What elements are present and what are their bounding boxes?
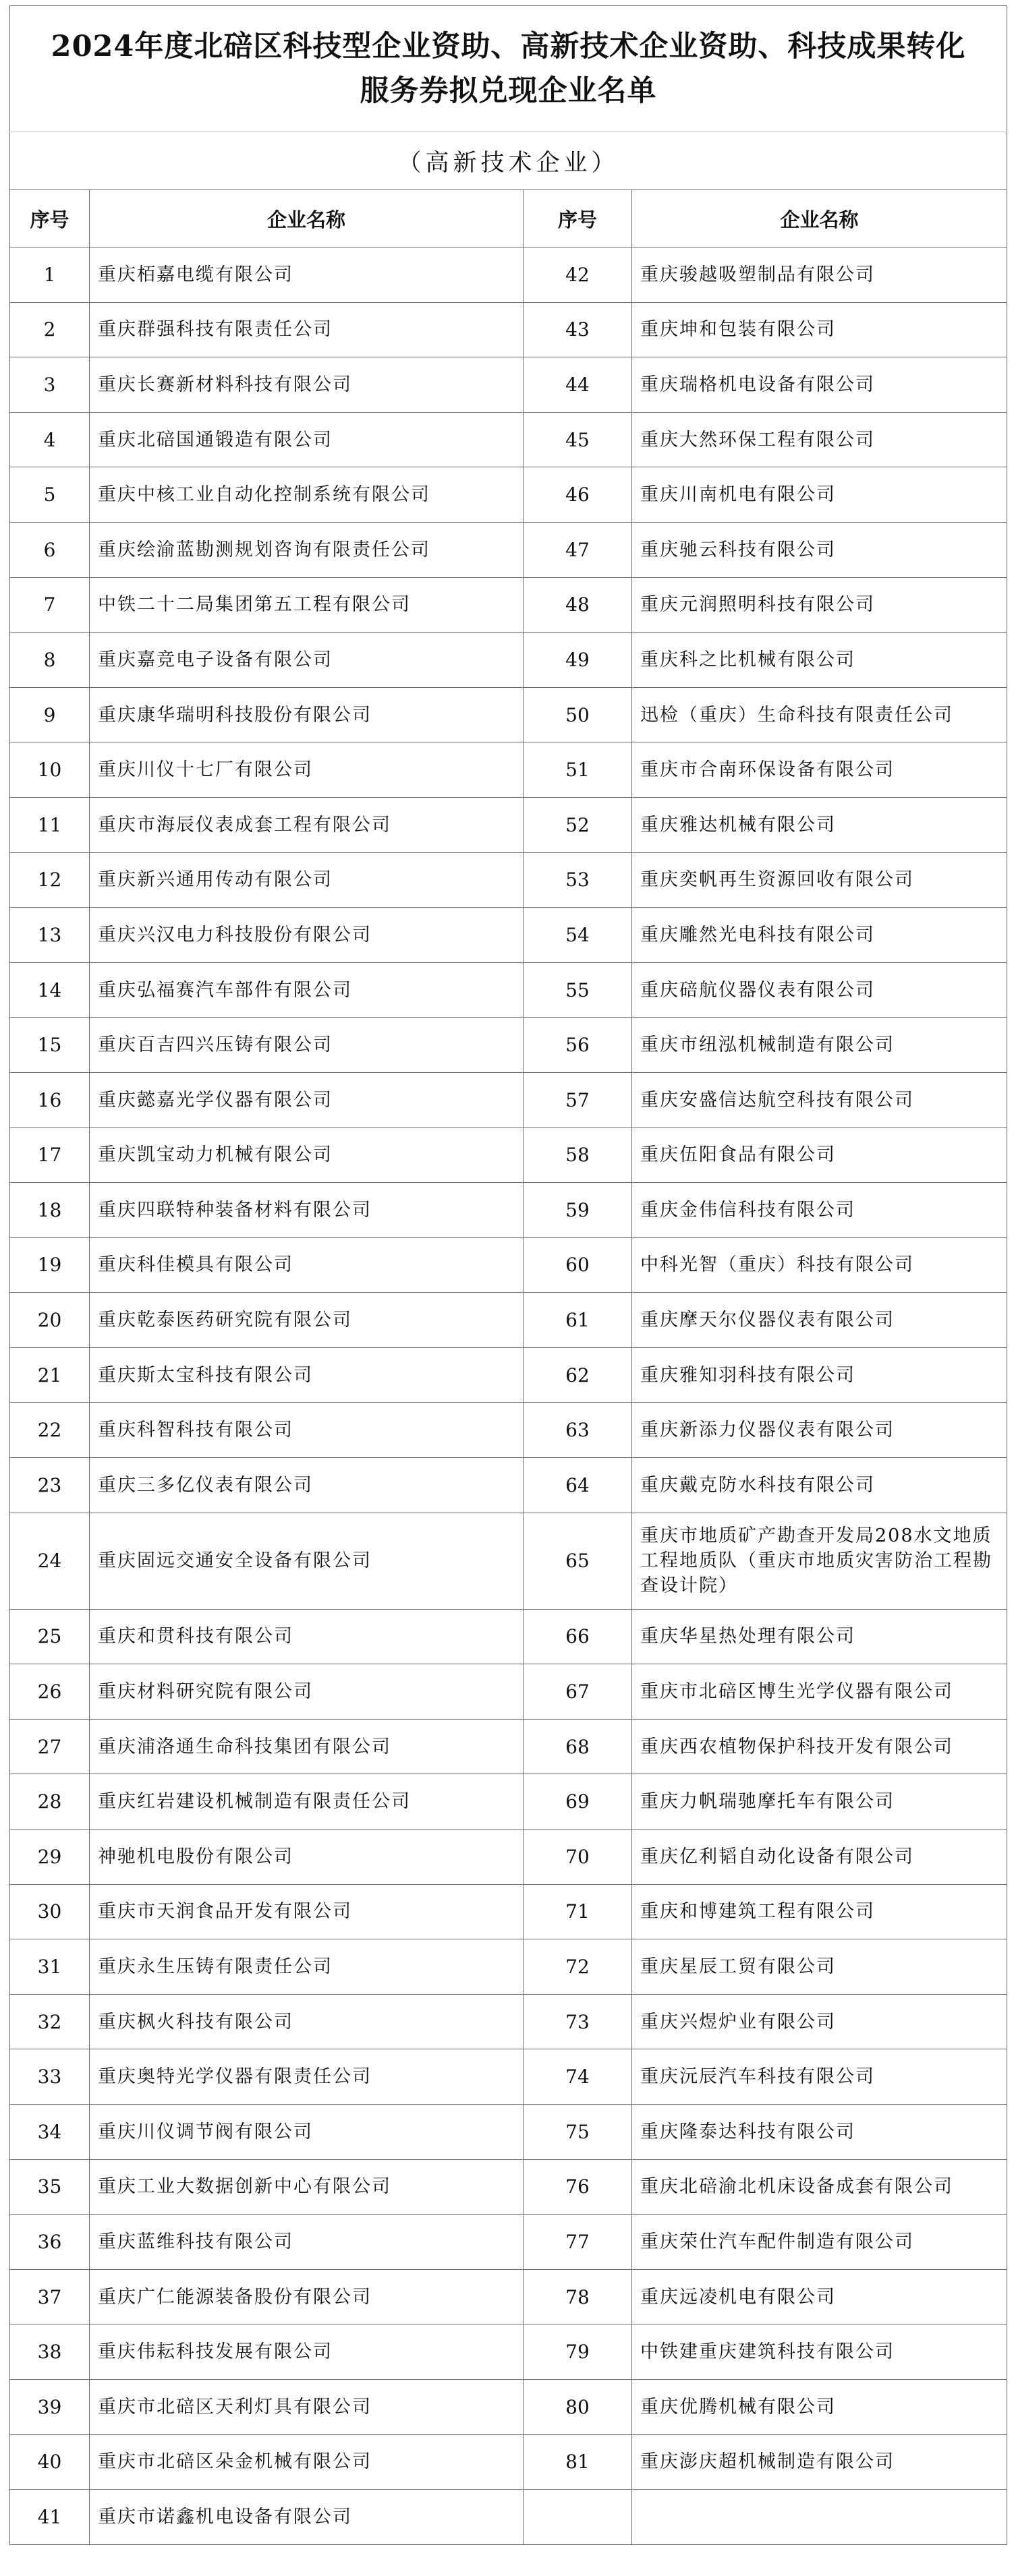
- document-subtitle: （高新技术企业）: [10, 132, 1007, 190]
- left-company-name: 重庆伟耘科技发展有限公司: [90, 2324, 524, 2380]
- table-row: [10, 2215, 1007, 2270]
- right-company-name: 重庆荣仕汽车配件制造有限公司: [632, 2215, 1007, 2270]
- right-company-name: 重庆沅辰汽车科技有限公司: [632, 2049, 1007, 2105]
- table-row: [10, 2379, 1007, 2434]
- right-company-name: 重庆市地质矿产勘查开发局208水文地质工程地质队（重庆市地质灾害防治工程勘查设计院）: [632, 1513, 1007, 1609]
- right-row-number: 62: [524, 1347, 632, 1403]
- right-company-name: 重庆雕然光电科技有限公司: [632, 908, 1007, 963]
- right-row-number: 73: [524, 1994, 632, 2049]
- left-company-name: 重庆栢嘉电缆有限公司: [90, 247, 524, 303]
- right-company-name: 重庆市北碚区博生光学仪器有限公司: [632, 1664, 1007, 1720]
- left-company-name: 重庆懿嘉光学仪器有限公司: [90, 1072, 524, 1128]
- left-company-name: 重庆广仁能源装备股份有限公司: [90, 2269, 524, 2324]
- left-row-number: 18: [10, 1183, 90, 1238]
- table-body: [10, 247, 1007, 2545]
- right-company-name: 重庆瑞格机电设备有限公司: [632, 357, 1007, 413]
- table-row: [10, 1128, 1007, 1183]
- right-company-name: 重庆坤和包装有限公司: [632, 302, 1007, 357]
- table-row: [10, 412, 1007, 467]
- table-row: [10, 357, 1007, 413]
- table-row: [10, 1072, 1007, 1128]
- left-row-number: 35: [10, 2159, 90, 2215]
- table-row: [10, 2049, 1007, 2105]
- left-row-number: 41: [10, 2490, 90, 2545]
- left-row-number: 39: [10, 2379, 90, 2434]
- left-company-name: 重庆市海辰仪表成套工程有限公司: [90, 797, 524, 852]
- right-company-name: 重庆市合南环保设备有限公司: [632, 742, 1007, 798]
- right-company-name: 重庆雅知羽科技有限公司: [632, 1347, 1007, 1403]
- table-row: [10, 742, 1007, 798]
- right-company-name: 重庆隆泰达科技有限公司: [632, 2105, 1007, 2160]
- left-company-name: 重庆四联特种装备材料有限公司: [90, 1183, 524, 1238]
- table-row: [10, 687, 1007, 742]
- left-row-number: 28: [10, 1774, 90, 1829]
- right-row-number: 69: [524, 1774, 632, 1829]
- table-header-row: [10, 190, 1007, 247]
- left-row-number: 9: [10, 687, 90, 742]
- left-company-name: 神驰机电股份有限公司: [90, 1829, 524, 1885]
- right-row-number: 42: [524, 247, 632, 303]
- right-company-name: 重庆元润照明科技有限公司: [632, 577, 1007, 633]
- table-row: [10, 1884, 1007, 1939]
- left-row-number: 24: [10, 1513, 90, 1609]
- left-company-name: 重庆北碚国通锻造有限公司: [90, 412, 524, 467]
- right-row-number: 70: [524, 1829, 632, 1885]
- left-company-name: 重庆市北碚区天利灯具有限公司: [90, 2379, 524, 2434]
- header-name-2: 企业名称: [632, 190, 1007, 247]
- left-row-number: 31: [10, 1939, 90, 1995]
- right-row-number: 76: [524, 2159, 632, 2215]
- left-row-number: 23: [10, 1458, 90, 1513]
- right-company-name: 重庆新添力仪器仪表有限公司: [632, 1403, 1007, 1458]
- table-row: [10, 1403, 1007, 1458]
- left-company-name: 重庆群强科技有限责任公司: [90, 302, 524, 357]
- left-company-name: 重庆市诺鑫机电设备有限公司: [90, 2490, 524, 2545]
- company-list-table: [9, 5, 1007, 2545]
- right-row-number: 44: [524, 357, 632, 413]
- right-row-number: 52: [524, 797, 632, 852]
- table-row: [10, 247, 1007, 303]
- left-row-number: 27: [10, 1719, 90, 1774]
- right-row-number: 68: [524, 1719, 632, 1774]
- table-row: [10, 302, 1007, 357]
- right-company-name: 重庆雅达机械有限公司: [632, 797, 1007, 852]
- table-row: [10, 2324, 1007, 2380]
- left-row-number: 33: [10, 2049, 90, 2105]
- right-company-name: 重庆安盛信达航空科技有限公司: [632, 1072, 1007, 1128]
- left-company-name: 重庆固远交通安全设备有限公司: [90, 1513, 524, 1609]
- table-row: [10, 467, 1007, 523]
- table-row: [10, 2434, 1007, 2490]
- left-row-number: 25: [10, 1609, 90, 1664]
- left-company-name: 重庆川仪调节阀有限公司: [90, 2105, 524, 2160]
- right-row-number: 43: [524, 302, 632, 357]
- table-row: [10, 1609, 1007, 1664]
- left-company-name: 重庆和贯科技有限公司: [90, 1609, 524, 1664]
- right-row-number: 81: [524, 2434, 632, 2490]
- left-company-name: 重庆工业大数据创新中心有限公司: [90, 2159, 524, 2215]
- left-company-name: 重庆中核工业自动化控制系统有限公司: [90, 467, 524, 523]
- left-company-name: 中铁二十二局集团第五工程有限公司: [90, 577, 524, 633]
- table-row: [10, 908, 1007, 963]
- right-row-number: 80: [524, 2379, 632, 2434]
- table-row: [10, 1183, 1007, 1238]
- left-company-name: 重庆乾泰医药研究院有限公司: [90, 1293, 524, 1348]
- left-row-number: 12: [10, 852, 90, 908]
- table-row: [10, 1018, 1007, 1073]
- right-row-number: 64: [524, 1458, 632, 1513]
- left-company-name: 重庆市北碚区朵金机械有限公司: [90, 2434, 524, 2490]
- table-row: [10, 2269, 1007, 2324]
- left-company-name: 重庆红岩建设机械制造有限责任公司: [90, 1774, 524, 1829]
- right-company-name: 重庆市纽泓机械制造有限公司: [632, 1018, 1007, 1073]
- right-row-number: 75: [524, 2105, 632, 2160]
- left-row-number: 10: [10, 742, 90, 798]
- right-company-name: 重庆川南机电有限公司: [632, 467, 1007, 523]
- left-row-number: 13: [10, 908, 90, 963]
- table-row: [10, 1719, 1007, 1774]
- left-company-name: 重庆新兴通用传动有限公司: [90, 852, 524, 908]
- header-no: 序号: [10, 190, 90, 247]
- table-row: [10, 2159, 1007, 2215]
- header-name: 企业名称: [90, 190, 524, 247]
- table-row: [10, 1994, 1007, 2049]
- table-row: [10, 1293, 1007, 1348]
- left-company-name: 重庆科智科技有限公司: [90, 1403, 524, 1458]
- right-company-name: 重庆亿利韬自动化设备有限公司: [632, 1829, 1007, 1885]
- table-row: [10, 1939, 1007, 1995]
- right-company-name: 重庆奕帆再生资源回收有限公司: [632, 852, 1007, 908]
- right-company-name: 重庆金伟信科技有限公司: [632, 1183, 1007, 1238]
- right-row-number: 71: [524, 1884, 632, 1939]
- table-row: [10, 577, 1007, 633]
- left-row-number: 21: [10, 1347, 90, 1403]
- left-row-number: 7: [10, 577, 90, 633]
- right-row-number: 74: [524, 2049, 632, 2105]
- left-company-name: 重庆材料研究院有限公司: [90, 1664, 524, 1720]
- left-row-number: 8: [10, 633, 90, 688]
- right-row-number: 54: [524, 908, 632, 963]
- table-row: [10, 852, 1007, 908]
- left-company-name: 重庆科佳模具有限公司: [90, 1237, 524, 1293]
- left-company-name: 重庆凯宝动力机械有限公司: [90, 1128, 524, 1183]
- left-row-number: 30: [10, 1884, 90, 1939]
- right-row-number: 77: [524, 2215, 632, 2270]
- right-row-number: 46: [524, 467, 632, 523]
- right-company-name: 重庆骏越吸塑制品有限公司: [632, 247, 1007, 303]
- left-company-name: 重庆浦洛通生命科技集团有限公司: [90, 1719, 524, 1774]
- left-row-number: 4: [10, 412, 90, 467]
- document-title-text: 2024年度北碚区科技型企业资助、高新技术企业资助、科技成果转化服务券拟兑现企业名单: [51, 30, 966, 108]
- right-row-number: 55: [524, 962, 632, 1018]
- left-row-number: 15: [10, 1018, 90, 1073]
- table-row: [10, 633, 1007, 688]
- left-row-number: 11: [10, 797, 90, 852]
- right-row-number: 53: [524, 852, 632, 908]
- right-row-number: 51: [524, 742, 632, 798]
- left-company-name: 重庆百吉四兴压铸有限公司: [90, 1018, 524, 1073]
- left-row-number: 29: [10, 1829, 90, 1885]
- table-row: [10, 1829, 1007, 1885]
- table-row: [10, 962, 1007, 1018]
- left-company-name: 重庆兴汉电力科技股份有限公司: [90, 908, 524, 963]
- left-row-number: 3: [10, 357, 90, 413]
- left-row-number: 6: [10, 522, 90, 577]
- left-row-number: 36: [10, 2215, 90, 2270]
- right-company-name: 重庆和博建筑工程有限公司: [632, 1884, 1007, 1939]
- right-company-name: 重庆摩天尔仪器仪表有限公司: [632, 1293, 1007, 1348]
- table-row: [10, 1774, 1007, 1829]
- left-company-name: 重庆弘福赛汽车部件有限公司: [90, 962, 524, 1018]
- right-company-name: 重庆兴煜炉业有限公司: [632, 1994, 1007, 2049]
- right-company-name: 重庆力帆瑞驰摩托车有限公司: [632, 1774, 1007, 1829]
- document-title: [10, 6, 1007, 132]
- right-row-number: 47: [524, 522, 632, 577]
- left-company-name: 重庆枫火科技有限公司: [90, 1994, 524, 2049]
- right-company-name: 中铁建重庆建筑科技有限公司: [632, 2324, 1007, 2380]
- left-row-number: 34: [10, 2105, 90, 2160]
- left-row-number: 26: [10, 1664, 90, 1720]
- right-row-number: 79: [524, 2324, 632, 2380]
- left-row-number: 2: [10, 302, 90, 357]
- right-row-number: 59: [524, 1183, 632, 1238]
- right-company-name: [632, 2490, 1007, 2545]
- right-company-name: 重庆驰云科技有限公司: [632, 522, 1007, 577]
- table-row: [10, 1458, 1007, 1513]
- header-no-2: 序号: [524, 190, 632, 247]
- right-company-name: 重庆远凌机电有限公司: [632, 2269, 1007, 2324]
- right-row-number: 45: [524, 412, 632, 467]
- right-row-number: 49: [524, 633, 632, 688]
- right-company-name: 重庆伍阳食品有限公司: [632, 1128, 1007, 1183]
- left-company-name: 重庆斯太宝科技有限公司: [90, 1347, 524, 1403]
- right-row-number: 48: [524, 577, 632, 633]
- table-row: [10, 1237, 1007, 1293]
- right-row-number: 67: [524, 1664, 632, 1720]
- table-row: [10, 2490, 1007, 2545]
- left-row-number: 1: [10, 247, 90, 303]
- right-row-number: 50: [524, 687, 632, 742]
- left-company-name: 重庆奥特光学仪器有限责任公司: [90, 2049, 524, 2105]
- left-company-name: 重庆康华瑞明科技股份有限公司: [90, 687, 524, 742]
- left-row-number: 40: [10, 2434, 90, 2490]
- right-row-number: 72: [524, 1939, 632, 1995]
- right-company-name: 重庆科之比机械有限公司: [632, 633, 1007, 688]
- left-company-name: 重庆永生压铸有限责任公司: [90, 1939, 524, 1995]
- left-row-number: 17: [10, 1128, 90, 1183]
- left-company-name: 重庆绘渝蓝勘测规划咨询有限责任公司: [90, 522, 524, 577]
- left-row-number: 19: [10, 1237, 90, 1293]
- right-row-number: 66: [524, 1609, 632, 1664]
- left-company-name: 重庆嘉竞电子设备有限公司: [90, 633, 524, 688]
- right-company-name: 重庆西农植物保护科技开发有限公司: [632, 1719, 1007, 1774]
- right-company-name: 中科光智（重庆）科技有限公司: [632, 1237, 1007, 1293]
- left-row-number: 16: [10, 1072, 90, 1128]
- right-company-name: 重庆戴克防水科技有限公司: [632, 1458, 1007, 1513]
- right-row-number: 58: [524, 1128, 632, 1183]
- right-company-name: 重庆优腾机械有限公司: [632, 2379, 1007, 2434]
- left-row-number: 37: [10, 2269, 90, 2324]
- left-row-number: 14: [10, 962, 90, 1018]
- right-company-name: 重庆北碚渝北机床设备成套有限公司: [632, 2159, 1007, 2215]
- right-row-number: [524, 2490, 632, 2545]
- left-row-number: 22: [10, 1403, 90, 1458]
- table-row: [10, 1347, 1007, 1403]
- right-company-name: 重庆大然环保工程有限公司: [632, 412, 1007, 467]
- table-row: [10, 1664, 1007, 1720]
- right-row-number: 65: [524, 1513, 632, 1609]
- left-company-name: 重庆长赛新材料科技有限公司: [90, 357, 524, 413]
- left-company-name: 重庆蓝维科技有限公司: [90, 2215, 524, 2270]
- right-row-number: 61: [524, 1293, 632, 1348]
- right-company-name: 重庆星辰工贸有限公司: [632, 1939, 1007, 1995]
- left-row-number: 20: [10, 1293, 90, 1348]
- left-row-number: 32: [10, 1994, 90, 2049]
- left-row-number: 5: [10, 467, 90, 523]
- right-company-name: 重庆澎庆超机械制造有限公司: [632, 2434, 1007, 2490]
- right-row-number: 57: [524, 1072, 632, 1128]
- right-company-name: 重庆碚航仪器仪表有限公司: [632, 962, 1007, 1018]
- right-row-number: 60: [524, 1237, 632, 1293]
- right-company-name: 重庆华星热处理有限公司: [632, 1609, 1007, 1664]
- left-row-number: 38: [10, 2324, 90, 2380]
- right-company-name: 迅检（重庆）生命科技有限责任公司: [632, 687, 1007, 742]
- right-row-number: 56: [524, 1018, 632, 1073]
- right-row-number: 63: [524, 1403, 632, 1458]
- right-row-number: 78: [524, 2269, 632, 2324]
- table-row: [10, 1513, 1007, 1609]
- table-row: [10, 2105, 1007, 2160]
- table-row: [10, 797, 1007, 852]
- table-row: [10, 522, 1007, 577]
- left-company-name: 重庆市天润食品开发有限公司: [90, 1884, 524, 1939]
- left-company-name: 重庆川仪十七厂有限公司: [90, 742, 524, 798]
- left-company-name: 重庆三多亿仪表有限公司: [90, 1458, 524, 1513]
